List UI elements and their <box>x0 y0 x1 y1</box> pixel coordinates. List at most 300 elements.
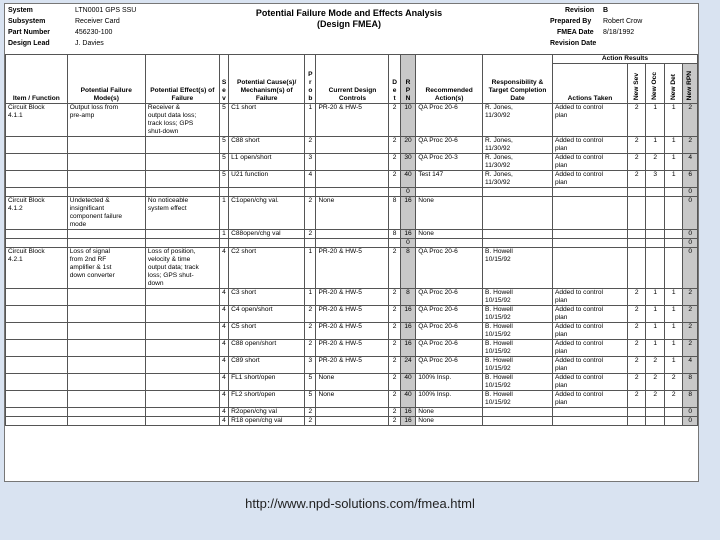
fmea-date-value: 8/18/1992 <box>603 29 635 36</box>
system-value: LTN0001 GPS SSU <box>75 7 137 14</box>
cell-resp <box>483 408 553 417</box>
cell-mode <box>67 154 145 171</box>
cell-controls <box>316 154 389 171</box>
cell-nrpn: 2 <box>683 289 698 306</box>
cell-ndet: 1 <box>664 137 683 154</box>
cell-controls: PR-20 & HW-5 <box>316 104 389 137</box>
cell-resp: R. Jones, 11/30/92 <box>483 137 553 154</box>
cell-rec <box>416 239 483 248</box>
cell-cause: C5 short <box>229 323 305 340</box>
cell-item <box>6 374 68 391</box>
cell-nsev: 2 <box>627 374 646 391</box>
cell-taken: Added to control plan <box>552 340 627 357</box>
cell-taken: Added to control plan <box>552 391 627 408</box>
col-failure-mode: Potential Failure Mode(s) <box>67 55 145 104</box>
cell-nrpn: 2 <box>683 323 698 340</box>
cell-resp: B. Howell 10/15/92 <box>483 357 553 374</box>
table-row <box>6 289 698 306</box>
cell-effect <box>145 188 219 197</box>
col-new-sev-text: New Sev <box>632 72 640 100</box>
cell-cause: L1 open/short <box>229 154 305 171</box>
cell-nsev: 2 <box>627 104 646 137</box>
cell-item: Circuit Block 4.1.1 <box>6 104 68 137</box>
prepared-by-label: Prepared By <box>550 18 592 25</box>
cell-effect <box>145 357 219 374</box>
cell-prob: 4 <box>305 171 316 188</box>
cell-controls: PR-20 & HW-5 <box>316 306 389 323</box>
cell-rec: 100% Insp. <box>416 374 483 391</box>
cell-nrpn: 0 <box>683 197 698 230</box>
cell-ndet: 1 <box>664 357 683 374</box>
title-line-2: (Design FMEA) <box>317 19 381 29</box>
cell-det: 2 <box>389 408 400 417</box>
cell-nocc: 1 <box>646 289 665 306</box>
cell-item <box>6 154 68 171</box>
table-row <box>6 230 698 239</box>
cell-cause: FL2 short/open <box>229 391 305 408</box>
cell-nsev: 2 <box>627 391 646 408</box>
source-url: http://www.npd-solutions.com/fmea.html <box>245 496 475 511</box>
cell-rec: QA Proc 20-6 <box>416 357 483 374</box>
cell-sev: 4 <box>219 408 228 417</box>
cell-det: 8 <box>389 197 400 230</box>
table-row <box>6 391 698 408</box>
cell-nrpn: 0 <box>683 248 698 289</box>
cell-prob: 2 <box>305 197 316 230</box>
cell-nocc: 1 <box>646 340 665 357</box>
cell-nsev <box>627 248 646 289</box>
col-item: Item / Function <box>6 55 68 104</box>
cell-rpn: 40 <box>400 171 415 188</box>
cell-det: 2 <box>389 391 400 408</box>
cell-controls: None <box>316 391 389 408</box>
cell-item: Circuit Block 4.1.2 <box>6 197 68 230</box>
col-new-occ <box>646 64 665 104</box>
fmea-table-body <box>6 104 698 426</box>
col-failure-effect: Potential Effect(s) of Failure <box>145 55 219 104</box>
cell-taken: Added to control plan <box>552 374 627 391</box>
cell-rec: QA Proc 20-3 <box>416 154 483 171</box>
col-controls: Current Design Controls <box>316 55 389 104</box>
cell-ndet: 1 <box>664 104 683 137</box>
cell-controls <box>316 230 389 239</box>
cell-prob <box>305 188 316 197</box>
cell-resp <box>483 230 553 239</box>
cell-nrpn: 0 <box>683 230 698 239</box>
cell-mode <box>67 188 145 197</box>
cell-rec: QA Proc 20-6 <box>416 323 483 340</box>
cell-rec: None <box>416 197 483 230</box>
cell-ndet <box>664 230 683 239</box>
revision-date-label: Revision Date <box>550 40 597 47</box>
cell-prob: 3 <box>305 357 316 374</box>
fmea-sheet <box>4 3 699 482</box>
cell-controls: PR-20 & HW-5 <box>316 289 389 306</box>
cell-item <box>6 340 68 357</box>
cell-rec: QA Proc 20-6 <box>416 137 483 154</box>
cell-sev: 4 <box>219 306 228 323</box>
cell-nsev <box>627 188 646 197</box>
cell-cause: C88 short <box>229 137 305 154</box>
cell-sev: 1 <box>219 230 228 239</box>
cell-cause: R18 open/chg val <box>229 417 305 426</box>
revision-label: Revision <box>565 7 595 14</box>
cell-prob <box>305 239 316 248</box>
part-number-value: 456230-100 <box>75 29 113 36</box>
cell-nocc: 2 <box>646 374 665 391</box>
cell-det: 2 <box>389 137 400 154</box>
cell-nocc <box>646 197 665 230</box>
col-rpn: R P N <box>400 55 415 104</box>
cell-nocc: 2 <box>646 154 665 171</box>
cell-prob: 3 <box>305 154 316 171</box>
cell-sev: 4 <box>219 289 228 306</box>
cell-rpn: 0 <box>400 188 415 197</box>
cell-det: 2 <box>389 289 400 306</box>
cell-nrpn: 4 <box>683 357 698 374</box>
cell-taken <box>552 230 627 239</box>
table-row <box>6 239 698 248</box>
cell-taken: Added to control plan <box>552 137 627 154</box>
design-lead-value: J. Davies <box>75 40 104 47</box>
cell-effect <box>145 230 219 239</box>
cell-prob: 1 <box>305 104 316 137</box>
cell-rpn: 16 <box>400 340 415 357</box>
cell-nocc <box>646 417 665 426</box>
cell-nrpn: 0 <box>683 188 698 197</box>
cell-effect <box>145 391 219 408</box>
cell-rpn: 20 <box>400 137 415 154</box>
cell-controls <box>316 408 389 417</box>
cell-sev: 4 <box>219 417 228 426</box>
cell-mode <box>67 340 145 357</box>
cell-sev: 4 <box>219 374 228 391</box>
cell-det: 2 <box>389 340 400 357</box>
cell-resp <box>483 239 553 248</box>
cell-controls: None <box>316 197 389 230</box>
cell-effect: Loss of position, velocity & time output data; track loss; GPS shut- down <box>145 248 219 289</box>
cell-mode <box>67 230 145 239</box>
cell-cause: FL1 short/open <box>229 374 305 391</box>
cell-cause: R2open/chg val <box>229 408 305 417</box>
cell-mode <box>67 137 145 154</box>
cell-sev: 4 <box>219 357 228 374</box>
cell-cause: U21 function <box>229 171 305 188</box>
cell-controls: PR-20 & HW-5 <box>316 248 389 289</box>
cell-det: 2 <box>389 248 400 289</box>
cell-item <box>6 230 68 239</box>
cell-ndet: 1 <box>664 289 683 306</box>
cell-mode <box>67 239 145 248</box>
cell-nocc: 1 <box>646 323 665 340</box>
cell-rec: QA Proc 20-6 <box>416 289 483 306</box>
cell-det: 2 <box>389 417 400 426</box>
cell-nsev: 2 <box>627 154 646 171</box>
cell-item <box>6 239 68 248</box>
prepared-by-value: Robert Crow <box>603 18 643 25</box>
cell-ndet: 1 <box>664 306 683 323</box>
table-row <box>6 357 698 374</box>
part-number-label: Part Number <box>8 29 51 36</box>
table-row <box>6 374 698 391</box>
cell-rpn: 24 <box>400 357 415 374</box>
cell-taken <box>552 248 627 289</box>
cell-item <box>6 188 68 197</box>
cell-rec: None <box>416 230 483 239</box>
cell-det: 2 <box>389 357 400 374</box>
cell-rec: 100% Insp. <box>416 391 483 408</box>
cell-rec: QA Proc 20-6 <box>416 248 483 289</box>
col-cause: Potential Cause(s)/ Mechanism(s) of Failure <box>229 55 305 104</box>
cell-rpn: 40 <box>400 391 415 408</box>
cell-nrpn: 0 <box>683 408 698 417</box>
cell-det <box>389 188 400 197</box>
cell-resp <box>483 197 553 230</box>
cell-nocc: 3 <box>646 171 665 188</box>
cell-sev: 4 <box>219 323 228 340</box>
col-actions-taken: Actions Taken <box>552 64 627 104</box>
cell-resp: R. Jones, 11/30/92 <box>483 171 553 188</box>
cell-nsev: 2 <box>627 289 646 306</box>
cell-mode <box>67 417 145 426</box>
cell-taken: Added to control plan <box>552 171 627 188</box>
cell-cause: C89 short <box>229 357 305 374</box>
cell-cause: C2 short <box>229 248 305 289</box>
cell-sev: 1 <box>219 197 228 230</box>
page-title <box>215 8 483 30</box>
cell-ndet: 1 <box>664 323 683 340</box>
cell-rec: QA Proc 20-6 <box>416 306 483 323</box>
table-row <box>6 340 698 357</box>
cell-ndet: 1 <box>664 171 683 188</box>
cell-rpn: 10 <box>400 104 415 137</box>
cell-prob: 5 <box>305 391 316 408</box>
cell-resp: B. Howell 10/15/92 <box>483 391 553 408</box>
cell-nrpn: 6 <box>683 171 698 188</box>
cell-cause: C1open/chg val. <box>229 197 305 230</box>
cell-nrpn: 2 <box>683 306 698 323</box>
table-row <box>6 323 698 340</box>
cell-nocc: 1 <box>646 104 665 137</box>
cell-effect <box>145 340 219 357</box>
cell-nocc <box>646 188 665 197</box>
cell-resp: B. Howell 10/15/92 <box>483 323 553 340</box>
cell-sev: 4 <box>219 391 228 408</box>
cell-mode <box>67 323 145 340</box>
cell-ndet <box>664 197 683 230</box>
col-prob: P r o b <box>305 55 316 104</box>
cell-sev <box>219 188 228 197</box>
cell-item: Circuit Block 4.2.1 <box>6 248 68 289</box>
cell-cause <box>229 239 305 248</box>
cell-resp: B. Howell 10/15/92 <box>483 289 553 306</box>
fmea-table <box>5 54 698 426</box>
cell-mode <box>67 289 145 306</box>
subsystem-label: Subsystem <box>8 18 46 25</box>
cell-sev: 5 <box>219 104 228 137</box>
cell-prob: 5 <box>305 374 316 391</box>
cell-mode <box>67 408 145 417</box>
cell-sev <box>219 239 228 248</box>
col-new-sev <box>627 64 646 104</box>
cell-sev: 5 <box>219 154 228 171</box>
cell-effect <box>145 154 219 171</box>
cell-nocc <box>646 230 665 239</box>
cell-resp: B. Howell 10/15/92 <box>483 340 553 357</box>
table-row <box>6 417 698 426</box>
cell-ndet: 2 <box>664 391 683 408</box>
cell-item <box>6 306 68 323</box>
cell-sev: 5 <box>219 171 228 188</box>
cell-controls <box>316 137 389 154</box>
subsystem-value: Receiver Card <box>75 18 120 25</box>
cell-ndet: 2 <box>664 374 683 391</box>
cell-effect <box>145 239 219 248</box>
cell-rec: None <box>416 417 483 426</box>
cell-det: 2 <box>389 154 400 171</box>
title-line-1: Potential Failure Mode and Effects Analysis <box>255 8 443 18</box>
cell-taken <box>552 197 627 230</box>
cell-sev: 5 <box>219 137 228 154</box>
cell-resp: B. Howell 10/15/92 <box>483 248 553 289</box>
cell-rpn: 16 <box>400 230 415 239</box>
cell-nocc <box>646 408 665 417</box>
cell-cause: C1 short <box>229 104 305 137</box>
col-new-det <box>664 64 683 104</box>
cell-controls: PR-20 & HW-5 <box>316 323 389 340</box>
cell-nrpn: 2 <box>683 104 698 137</box>
cell-resp: R. Jones, 11/30/92 <box>483 104 553 137</box>
cell-controls <box>316 188 389 197</box>
cell-taken: Added to control plan <box>552 306 627 323</box>
cell-rec: QA Proc 20-6 <box>416 104 483 137</box>
cell-cause: C3 short <box>229 289 305 306</box>
cell-rec: None <box>416 408 483 417</box>
cell-det: 8 <box>389 230 400 239</box>
cell-prob: 1 <box>305 289 316 306</box>
cell-nsev: 2 <box>627 306 646 323</box>
cell-nsev <box>627 197 646 230</box>
cell-nrpn: 8 <box>683 374 698 391</box>
cell-prob: 2 <box>305 306 316 323</box>
table-row <box>6 104 698 137</box>
cell-det: 2 <box>389 171 400 188</box>
cell-effect <box>145 306 219 323</box>
cell-resp: R. Jones, 11/30/92 <box>483 154 553 171</box>
cell-mode <box>67 391 145 408</box>
cell-effect: No noticeable system effect <box>145 197 219 230</box>
cell-taken <box>552 417 627 426</box>
cell-mode <box>67 171 145 188</box>
cell-effect <box>145 323 219 340</box>
col-responsibility: Responsibility & Target Completion Date <box>483 55 553 104</box>
cell-det: 2 <box>389 323 400 340</box>
design-lead-label: Design Lead <box>8 40 50 47</box>
table-row <box>6 408 698 417</box>
cell-taken: Added to control plan <box>552 104 627 137</box>
system-label: System <box>8 7 33 14</box>
fmea-date-label: FMEA Date <box>557 29 594 36</box>
cell-nsev: 2 <box>627 323 646 340</box>
cell-det <box>389 239 400 248</box>
cell-mode <box>67 306 145 323</box>
cell-ndet: 1 <box>664 340 683 357</box>
cell-nsev <box>627 239 646 248</box>
cell-nsev <box>627 408 646 417</box>
cell-mode: Loss of signal from 2nd RF amplifier & 1st down converter <box>67 248 145 289</box>
table-row <box>6 171 698 188</box>
cell-mode <box>67 374 145 391</box>
cell-det: 2 <box>389 306 400 323</box>
col-new-det-text: New Det <box>669 73 677 100</box>
cell-effect: Receiver & output data loss; track loss; GPS shut-down <box>145 104 219 137</box>
cell-rpn: 16 <box>400 197 415 230</box>
cell-ndet <box>664 248 683 289</box>
cell-item <box>6 289 68 306</box>
cell-rpn: 16 <box>400 323 415 340</box>
cell-nsev: 2 <box>627 340 646 357</box>
table-row <box>6 248 698 289</box>
cell-det: 2 <box>389 374 400 391</box>
cell-ndet <box>664 188 683 197</box>
table-row <box>6 154 698 171</box>
cell-det: 2 <box>389 104 400 137</box>
cell-nocc: 1 <box>646 306 665 323</box>
cell-prob: 2 <box>305 137 316 154</box>
cell-prob: 2 <box>305 408 316 417</box>
cell-nrpn: 4 <box>683 154 698 171</box>
cell-taken <box>552 188 627 197</box>
cell-rpn: 30 <box>400 154 415 171</box>
cell-ndet: 1 <box>664 154 683 171</box>
cell-prob: 2 <box>305 230 316 239</box>
table-row <box>6 306 698 323</box>
cell-mode: Output loss from pre-amp <box>67 104 145 137</box>
cell-item <box>6 137 68 154</box>
cell-nocc: 2 <box>646 357 665 374</box>
cell-prob: 2 <box>305 340 316 357</box>
cell-item <box>6 357 68 374</box>
col-new-rpn <box>683 64 698 104</box>
cell-rec: QA Proc 20-6 <box>416 340 483 357</box>
cell-item <box>6 323 68 340</box>
cell-rpn: 16 <box>400 408 415 417</box>
col-det: D e t <box>389 55 400 104</box>
cell-nocc: 1 <box>646 137 665 154</box>
cell-mode: Undetected & insignificant component failure mode <box>67 197 145 230</box>
revision-value: B <box>603 7 609 14</box>
cell-nsev: 2 <box>627 137 646 154</box>
cell-nrpn: 0 <box>683 417 698 426</box>
cell-ndet <box>664 417 683 426</box>
cell-mode <box>67 357 145 374</box>
cell-taken: Added to control plan <box>552 357 627 374</box>
cell-nocc <box>646 239 665 248</box>
cell-effect <box>145 417 219 426</box>
cell-resp <box>483 188 553 197</box>
cell-nsev <box>627 417 646 426</box>
cell-rpn: 16 <box>400 417 415 426</box>
table-row <box>6 197 698 230</box>
cell-rpn: 16 <box>400 306 415 323</box>
cell-rpn: 0 <box>400 239 415 248</box>
cell-resp: B. Howell 10/15/92 <box>483 306 553 323</box>
cell-rpn: 8 <box>400 248 415 289</box>
col-sev: S e v <box>219 55 228 104</box>
col-new-rpn-text: New RPN <box>686 70 694 100</box>
cell-controls <box>316 239 389 248</box>
cell-effect <box>145 408 219 417</box>
